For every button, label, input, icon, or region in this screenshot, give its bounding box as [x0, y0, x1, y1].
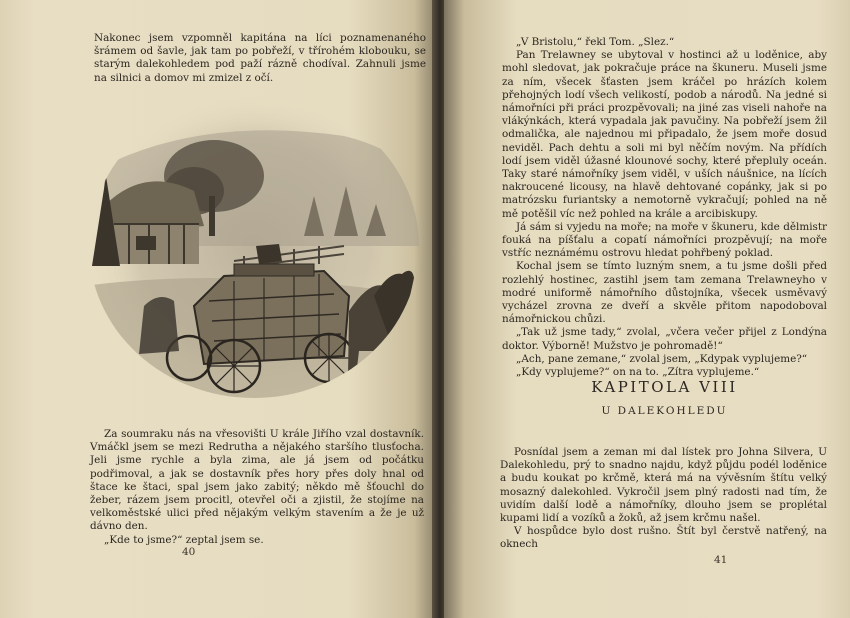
paragraph: „Kde to jsme?“ zeptal jsem se.: [104, 533, 264, 546]
right-text-top: [502, 36, 827, 379]
chapter-subtitle: U DALEKOHLEDU: [601, 405, 728, 417]
paragraph: „Tak už jsme tady,“ zvolal, „včera večer přijel z Londýna doktor. Výborně! Mužstvo je pohromadě!“: [502, 326, 827, 352]
paragraph: Kochal jsem se tímto luzným snem, a tu jsme došli před rozlehlý hostinec, zastihl jsem tam zemana Trelawneyho v modré uniformě námořního důstojníka, všecek usměvavý vycházel zrovna ze dveří a skvěle přitom napodoboval námořnickou chůzi.: [502, 260, 827, 326]
paragraph: Nakonec jsem vzpomněl kapitána na líci poznamenaného šrámem od šavle, jak tam po pobřeží, v třírohém klobouku, se starým dalekohledem pod paží rázně chodíval. Zahnuli jsme na silnici a domov mi zmizel z očí.: [94, 32, 426, 84]
stagecoach-illustration: [84, 96, 432, 416]
paragraph: V hospůdce bylo dost rušno. Štít byl čerstvě natřený, na oknech: [500, 525, 827, 551]
paragraph: Za soumraku nás na vřesovišti U krále Jiřího vzal dostavník. Vmáčkl jsem se mezi Redrutha a nějakého staršího tlusťocha. Jeli jsme rychle a byla zima, ale já jsem od počátku podřimoval, a jak se dostavník přes hory přes doly hnal od štace ke štaci, spal jsem jako zabitý; někdo mě šťouchl do žeber, rázem jsem procitl, otevřel oči a zjistil, že stojíme na velkoměstské ulici před nějakým velkým stavením a že je už dávno den.: [90, 428, 424, 533]
right-page: [444, 0, 850, 618]
right-text-bottom: [500, 446, 827, 552]
paragraph: Pan Trelawney se ubytoval v hostinci až u loděnice, aby mohl sledovat, jak pokračuje práce na škuneru. Museli jsme za ním, všecek šťasten jsem kráčel po hrázích kolem přehojných lodí všech velikostí, podob a národů. Na jedné si námořníci při práci prozpěvovali; na jiné zas viseli nahoře na vlákýnkách, která vypadala jak pavučiny. Na pobřeží jsem žil odmalička, ale najednou mi připadalo, že jsem moře dosud neviděl. Pach dehtu a soli mi byl něčím novým. Na přídích lodí jsem viděl úžasné klounové sochy, které přepluly oceán. Taky staré námořníky jsem viděl, v uších náušnice, na lících nakroucené licousy, na hlavě dehtované copánky, jak si po matrózsku furiantsky a nemotorně vykračují; pohled na ně mě potěšil víc než pohled na krále a arcibiskupy.: [502, 49, 827, 220]
left-text-top: [94, 32, 426, 85]
page-number-right: 41: [714, 554, 728, 566]
paragraph: Já sám si vyjedu na moře; na moře v škuneru, kde dělmistr fouká na píšťalu a copatí námořníci prozpěvují; na moře vstříc neznámému ostrovu hledat pohřbený poklad.: [502, 220, 827, 260]
paragraph: „Ach, pane zemane,“ zvolal jsem, „Kdypak vyplujeme?“: [516, 352, 808, 365]
paragraph: „V Bristolu,“ řekl Tom. „Slez.“: [516, 36, 675, 48]
chapter-title: KAPITOLA VIII: [591, 378, 738, 396]
paragraph: „Kdy vyplujeme?“ on na to. „Zítra vyplujeme.“: [516, 366, 760, 379]
left-text-bottom: [90, 428, 424, 547]
paragraph: Posnídal jsem a zeman mi dal lístek pro Johna Silvera, U Dalekohledu, prý to snadno najdu, když půjdu podél loděnice a budu koukat po krčmě, která má na vývěsním štítu velký mosazný dalekohled. Vykročil jsem plný radosti nad tím, že uvidím další lodě a námořníky, dlouho jsem se proplétal kupami lidí a vozíků a žoků, až jsem krčmu našel.: [500, 446, 827, 525]
page-number-left: 40: [182, 546, 196, 558]
